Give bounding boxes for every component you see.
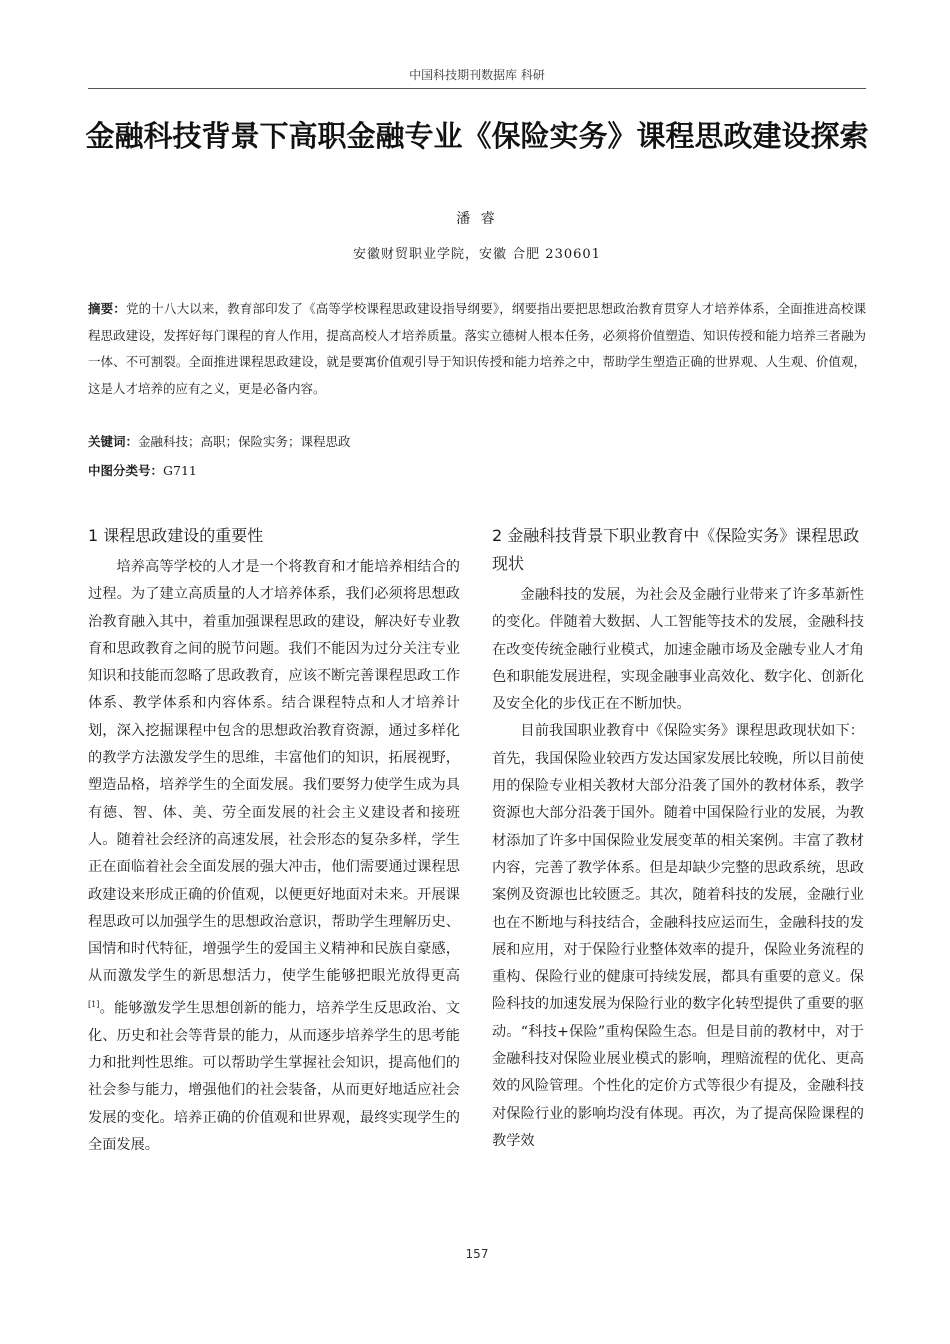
section-1-heading: 1 课程思政建设的重要性 <box>88 526 264 545</box>
section-1-text-b: 。能够激发学生思想创新的能力，培养学生反思政治、文化、历史和社会等背景的能力，从而逐步培养学生的思考能力和批判性思维。可以帮助学生掌握社会知识，提高他们的社会参与能力，增强他们的社会装备，从而更好地适应社会发展的变化。培养正确的价值观和世界观，最终实现学生的全面发展。 <box>88 1000 460 1153</box>
citation-1: [1] <box>88 999 100 1009</box>
clc-label: 中图分类号： <box>88 463 164 478</box>
right-column <box>492 522 864 1155</box>
keywords-line <box>88 432 866 450</box>
page-number: 157 <box>465 1247 489 1261</box>
header-divider <box>88 88 866 89</box>
running-header: 中国科技期刊数据库 科研 <box>409 68 545 82</box>
left-column <box>88 522 460 1159</box>
abstract-text: 党的十八大以来，教育部印发了《高等学校课程思政建设指导纲要》，纲要指出要把思想政治教育贯穿人才培养体系，全面推进高校课程思政建设，发挥好每门课程的育人作用，提高高校人才培养质量。落实立德树人根本任务，必须将价值塑造、知识传授和能力培养三者融为一体、不可割裂。全面推进课程思政建设，就是要寓价值观引导于知识传授和能力培养之中，帮助学生塑造正确的世界观、人生观、价值观，这是人才培养的应有之义，更是必备内容。 <box>88 301 866 396</box>
section-1-text-a: 培养高等学校的人才是一个将教育和才能培养相结合的过程。为了建立高质量的人才培养体系，我们必须将思想政治教育融入其中，着重加强课程思政的建设，解决好专业教育和思政教育之间的脱节问题。我们不能因为过分关注专业知识和技能而忽略了思政教育，应该不断完善课程思政工作体系、教学体系和内容体系。结合课程特点和人才培养计划，深入挖掘课程中包含的思想政治教育资源，通过多样化的教学方法激发学生的思维，丰富他们的知识，拓展视野，塑造品格，培养学生的全面发展。我们要努力使学生成为具有德、智、体、美、劳全面发展的社会主义建设者和接班人。随着社会经济的高速发展，社会形态的复杂多样，学生正在面临着社会全面发展的强大冲击，他们需要通过课程思政建设来形成正确的价值观，以便更好地面对未来。开展课程思政可以加强学生的思想政治意识，帮助学生理解历史、国情和时代特征，增强学生的爱国主义精神和民族自豪感，从而激发学生的新思想活力，使学生能够把眼光放得更高 <box>88 559 460 985</box>
section-2-paragraph-1: 金融科技的发展，为社会及金融行业带来了许多革新性的变化。伴随着大数据、人工智能等技术的发展，金融科技在改变传统金融行业模式，加速金融市场及金融专业人才角色和职能发展进程，实现金融事业高效化、数字化、创新化及安全化的步伐正在不断加快。 <box>492 587 864 713</box>
section-1-paragraph <box>88 554 460 1159</box>
abstract-label: 摘要： <box>88 301 126 316</box>
clc-code: G711 <box>163 463 197 478</box>
keywords-label: 关键词： <box>88 434 139 449</box>
section-2-paragraph-2: 目前我国职业教育中《保险实务》课程思政现状如下：首先，我国保险业较西方发达国家发展比较晚，所以目前使用的保险专业相关教材大部分沿袭了国外的教材体系，教学资源也大部分沿袭于国外。随着中国保险行业的发展，为教材添加了许多中国保险业发展变革的相关案例。丰富了教材内容，完善了教学体系。但是却缺少完整的思政系统，思政案例及资源也比较匮乏。其次，随着科技的发展，金融行业也在不断地与科技结合，金融科技应运而生，金融科技的发展和应用，对于保险行业整体效率的提升，保险业务流程的重构、保险行业的健康可持续发展，都具有重要的意义。保险科技的加速发展为保险行业的数字化转型提供了重要的驱动。“科技+保险”重构保险生态。但是目前的教材中，对于金融科技对保险业展业模式的影响，理赔流程的优化、更高效的风险管理。个性化的定价方式等很少有提及，金融科技对保险行业的影响均没有体现。再次，为了提高保险课程的教学效 <box>492 723 864 1149</box>
author-name: 潘 睿 <box>456 211 498 227</box>
author-affiliation: 安徽财贸职业学院，安徽 合肥 230601 <box>353 247 601 262</box>
clc-line <box>88 461 866 479</box>
keywords-text: 金融科技；高职；保险实务；课程思政 <box>138 434 351 449</box>
article-title: 金融科技背景下高职金融专业《保险实务》课程思政建设探索 <box>85 119 869 153</box>
section-2-heading: 2 金融科技背景下职业教育中《保险实务》课程思政现状 <box>492 526 860 573</box>
abstract <box>88 296 866 402</box>
